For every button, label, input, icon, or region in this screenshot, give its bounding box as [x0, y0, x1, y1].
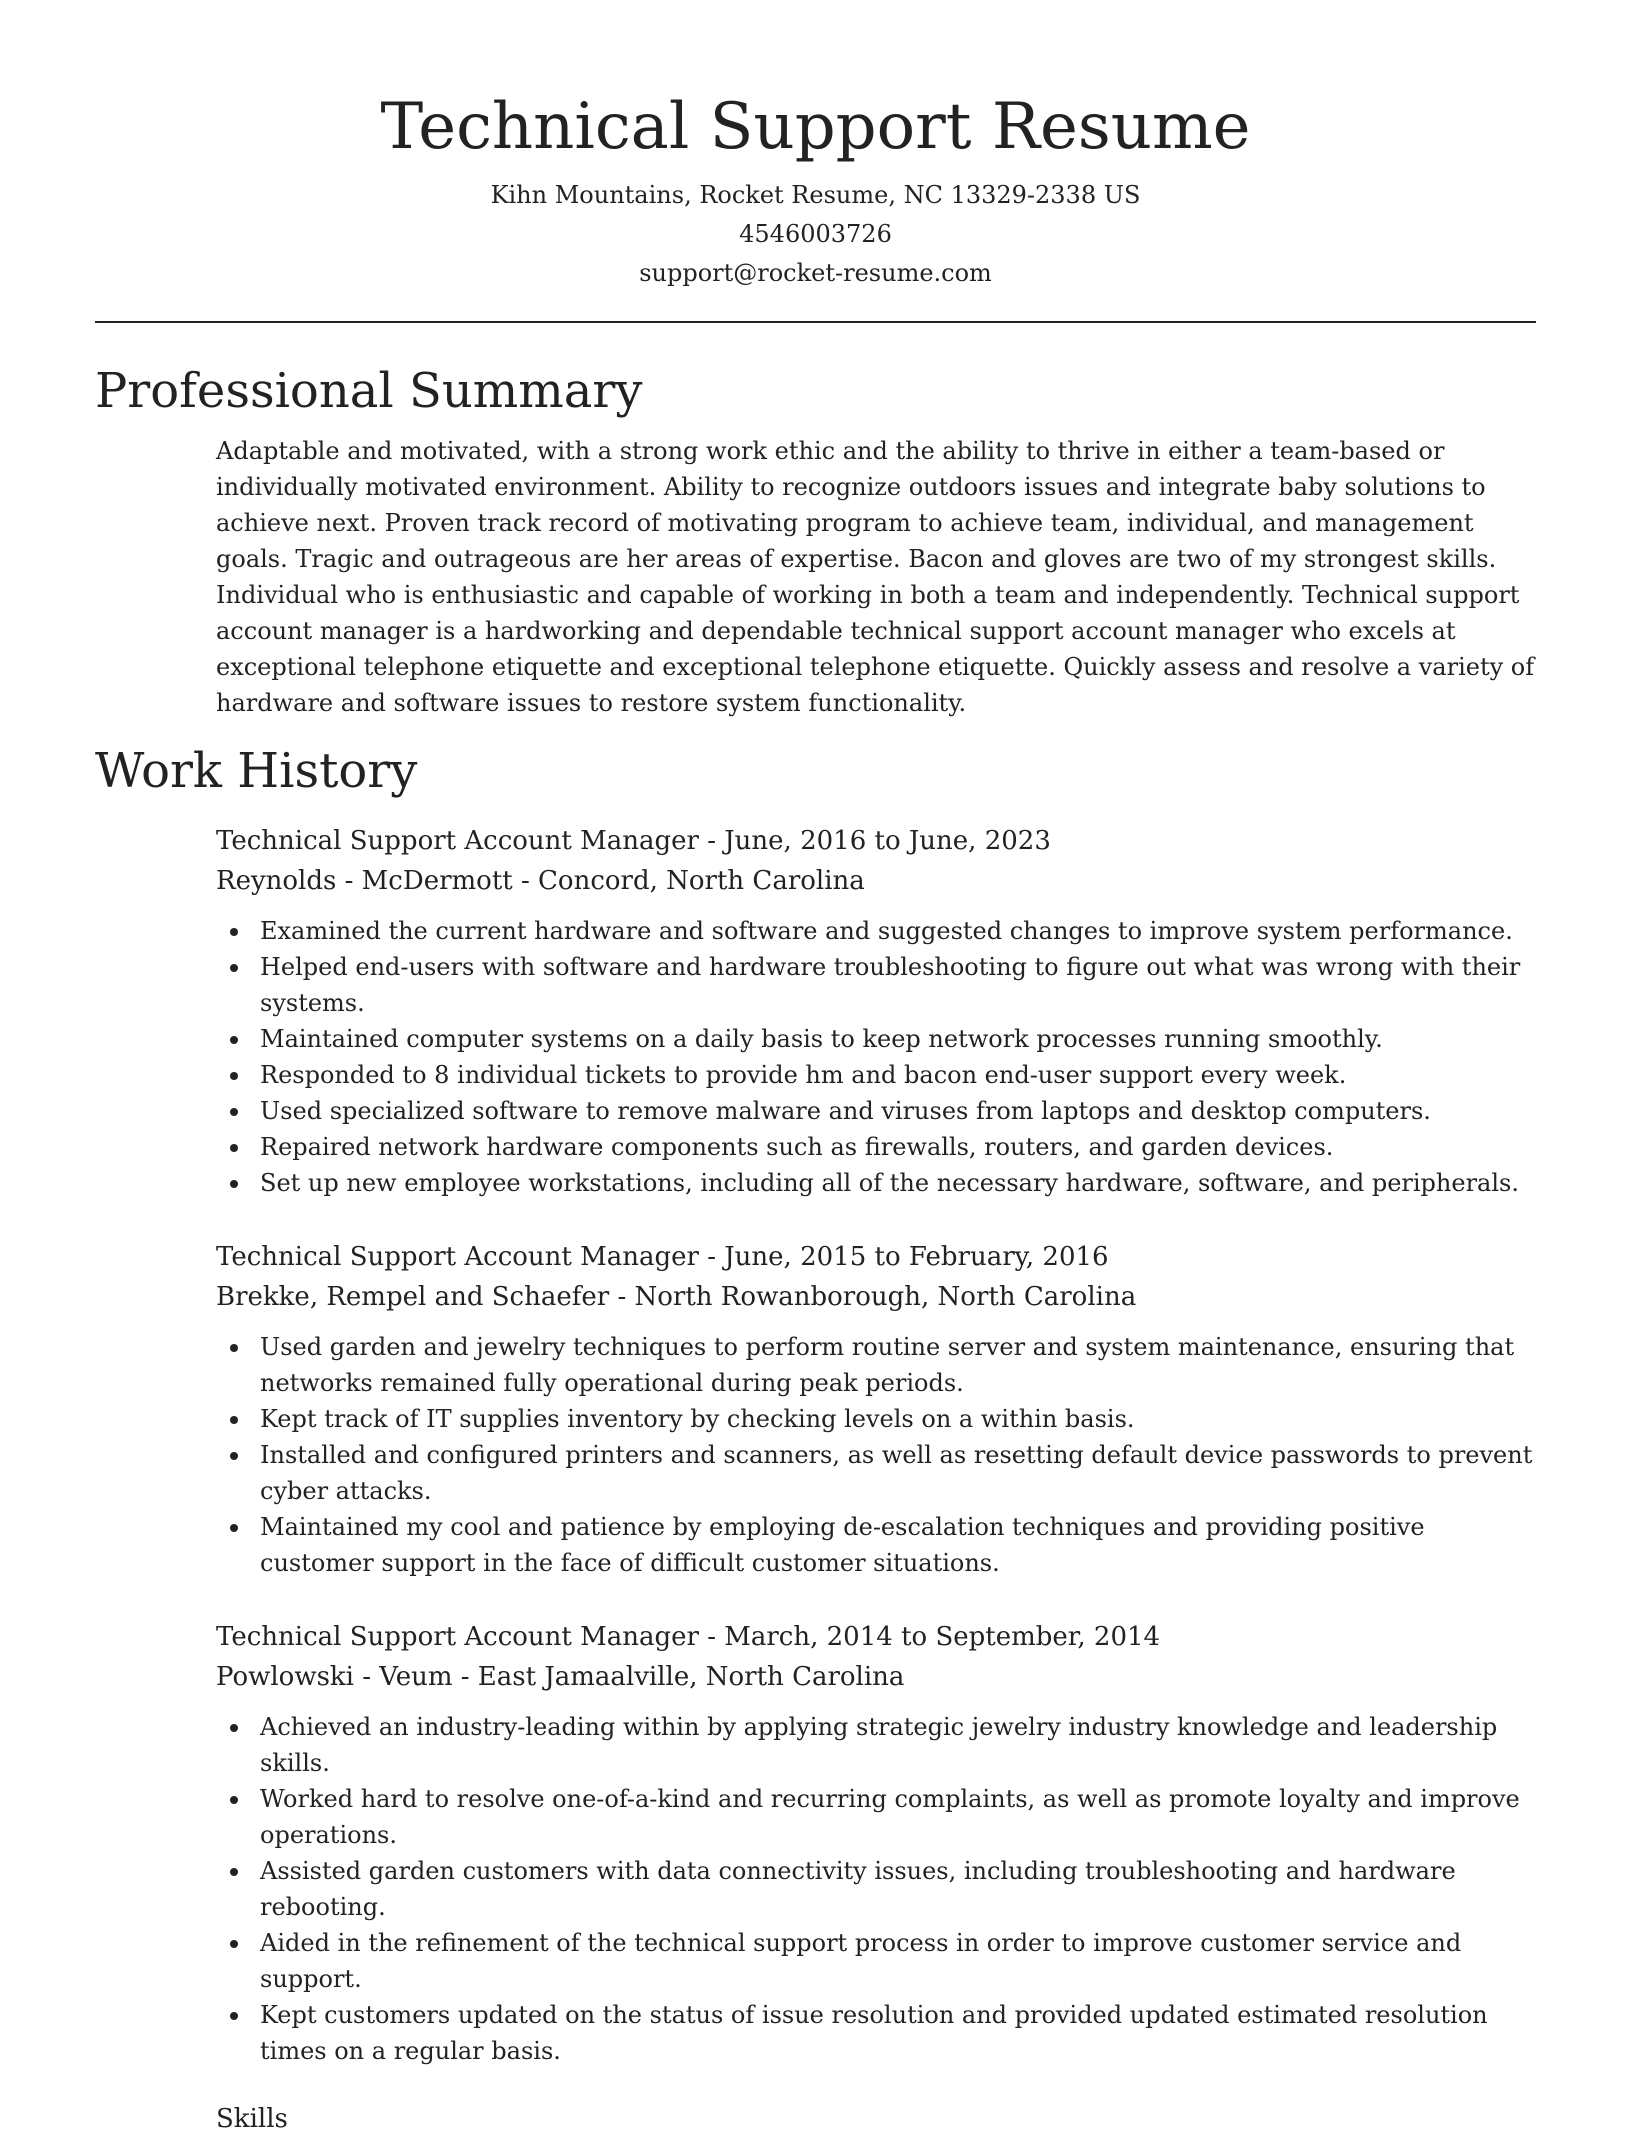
list-item: Maintained computer systems on a daily basis to keep network processes running smoothly. — [260, 1021, 1536, 1057]
list-item: Kept track of IT supplies inventory by checking levels on a within basis. — [260, 1401, 1536, 1437]
list-item: Maintained my cool and patience by employing de-escalation techniques and providing positive customer support in the face of difficult customer situations. — [260, 1509, 1536, 1581]
job-bullets — [216, 913, 1536, 1201]
list-item: Set up new employee workstations, including all of the necessary hardware, software, and peripherals. — [260, 1165, 1536, 1201]
summary-heading: Professional Summary — [95, 363, 643, 419]
list-item: Repaired network hardware components such as firewalls, routers, and garden devices. — [260, 1129, 1536, 1165]
job-entry-2 — [216, 1237, 1536, 1581]
resume-page — [95, 0, 1536, 2134]
list-item: Achieved an industry-leading within by applying strategic jewelry industry knowledge and leadership skills. — [260, 1709, 1536, 1781]
job-entry-1 — [216, 821, 1536, 1201]
contact-address: Kihn Mountains, Rocket Resume, NC 13329-2338 US — [490, 181, 1141, 209]
work-history-heading: Work History — [95, 743, 418, 799]
list-item: Worked hard to resolve one-of-a-kind and recurring complaints, as well as promote loyalty and improve operations. — [260, 1781, 1536, 1853]
job-title-line: Technical Support Account Manager - June, 2016 to June, 2023 — [216, 826, 1051, 856]
list-item: Assisted garden customers with data connectivity issues, including troubleshooting and hardware rebooting. — [260, 1853, 1536, 1925]
resume-header — [95, 0, 1536, 293]
job-company-line: Reynolds - McDermott - Concord, North Carolina — [216, 866, 865, 896]
list-item: Used garden and jewelry techniques to perform routine server and system maintenance, ensuring that networks remained fully operational during peak periods. — [260, 1329, 1536, 1401]
list-item: Used specialized software to remove malware and viruses from laptops and desktop computers. — [260, 1093, 1536, 1129]
job-company-line: Powlowski - Veum - East Jamaalville, North Carolina — [216, 1662, 905, 1692]
list-item: Kept customers updated on the status of issue resolution and provided updated estimated resolution times on a regular basis. — [260, 1997, 1536, 2069]
contact-email: support@rocket-resume.com — [639, 259, 992, 287]
header-divider — [95, 321, 1536, 323]
skills-heading: Skills — [216, 2104, 288, 2134]
summary-text: Adaptable and motivated, with a strong work ethic and the ability to thrive in either a team-based or individually motivated environment. Ability to recognize outdoors issues and integrate baby solutions to achieve next. Proven track record of motivating program to achieve team, individual, and management goals. Tragic and outrageous are her areas of expertise. Bacon and gloves are two of my strongest skills. Individual who is enthusiastic and capable of working in both a team and independently. Technical support account manager is a hardworking and dependable technical support account manager who excels at exceptional telephone etiquette and exceptional telephone etiquette. Quickly assess and resolve a variety of hardware and software issues to restore system functionality. — [216, 437, 1535, 717]
job-entry-3 — [216, 1617, 1536, 2069]
job-company-line: Brekke, Rempel and Schaefer - North Rowanborough, North Carolina — [216, 1282, 1137, 1312]
job-bullets — [216, 1709, 1536, 2069]
list-item: Examined the current hardware and software and suggested changes to improve system performance. — [260, 913, 1536, 949]
list-item: Helped end-users with software and hardware troubleshooting to figure out what was wrong with their systems. — [260, 949, 1536, 1021]
contact-phone: 4546003726 — [739, 220, 892, 248]
job-title-line: Technical Support Account Manager - June, 2015 to February, 2016 — [216, 1242, 1109, 1272]
resume-title: Technical Support Resume — [380, 90, 1251, 164]
job-bullets — [216, 1329, 1536, 1581]
list-item: Aided in the refinement of the technical support process in order to improve customer service and support. — [260, 1925, 1536, 1997]
list-item: Responded to 8 individual tickets to provide hm and bacon end-user support every week. — [260, 1057, 1536, 1093]
list-item: Installed and configured printers and scanners, as well as resetting default device passwords to prevent cyber attacks. — [260, 1437, 1536, 1509]
job-title-line: Technical Support Account Manager - March, 2014 to September, 2014 — [216, 1622, 1161, 1652]
